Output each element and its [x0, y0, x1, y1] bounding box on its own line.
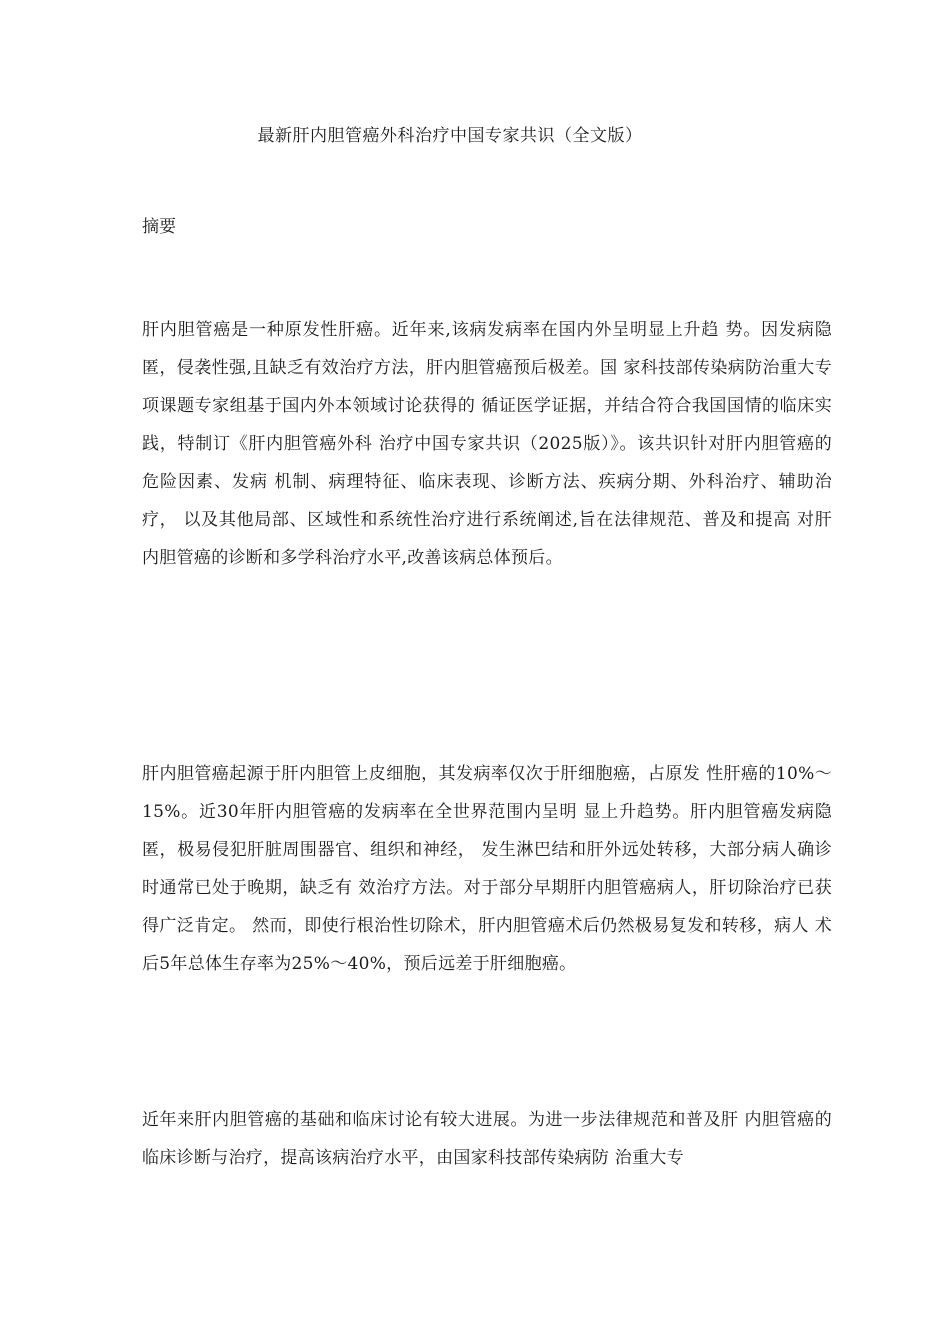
document-title: 最新肝内胆管癌外科治疗中国专家共识（全文版）: [257, 126, 643, 146]
paragraph-background: 肝内胆管癌起源于肝内胆管上皮细胞，其发病率仅次于肝细胞癌，占原发 性肝癌的10%〜15%。近30年肝内胆管癌的发病率在全世界范围内呈明 显上升趋势。肝内胆管癌发病隐匿，极易侵犯肝脏周围器官、组织和神经， 发生淋巴结和肝外远处转移，大部分病人确诊时通常已处于晚期，缺乏有 效治疗方法。对于部分早期肝内胆管癌病人，肝切除治疗已获得广泛肯定。 然而，即使行根治性切除术，肝内胆管癌术后仍然极易复发和转移，病人 术后5年总体生存率为25%〜40%，预后远差于肝细胞癌。: [142, 764, 832, 974]
abstract-heading: 摘要: [142, 217, 176, 237]
paragraph-abstract: 肝内胆管癌是一种原发性肝癌。近年来,该病发病率在国内外呈明显上升趋 势。因发病隐匿，侵袭性强,且缺乏有效治疗方法，肝内胆管癌预后极差。国 家科技部传染病防治重大专项课题专家组基于国内外本领域讨论获得的 循证医学证据，并结合符合我国国情的临床实践，特制订《肝内胆管癌外科 治疗中国专家共识（2025版）》。该共识针对肝内胆管癌的危险因素、发病 机制、病理特征、临床表现、诊断方法、疾病分期、外科治疗、辅助治疗， 以及其他局部、区域性和系统性治疗进行系统阐述,旨在法律规范、普及和提高 对肝内胆管癌的诊断和多学科治疗水平,改善该病总体预后。: [142, 320, 832, 568]
paragraph-progress: 近年来肝内胆管癌的基础和临床讨论有较大进展。为进一步法律规范和普及肝 内胆管癌的临床诊断与治疗，提高该病治疗水平，由国家科技部传染病防 治重大专: [142, 1110, 832, 1168]
